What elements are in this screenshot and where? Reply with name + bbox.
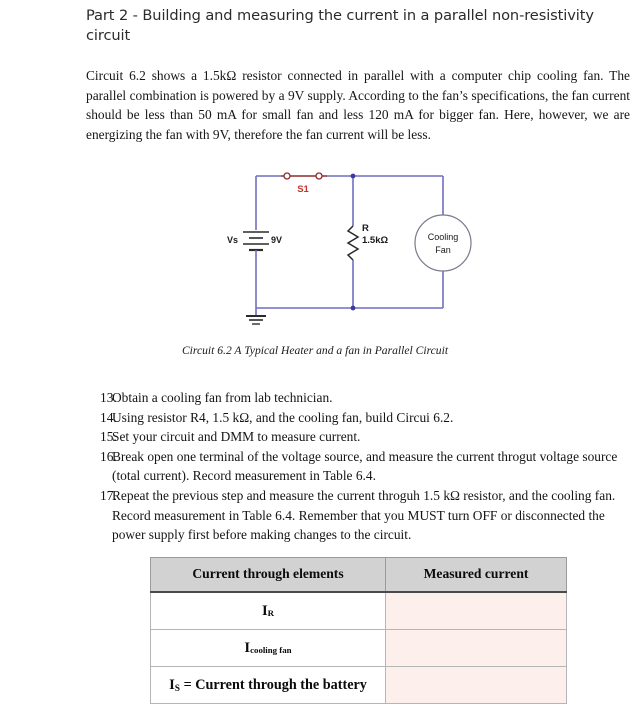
current-symbol: I bbox=[261, 602, 268, 619]
current-subscript: S bbox=[174, 683, 181, 694]
ground-icon bbox=[246, 308, 266, 324]
intro-paragraph: Circuit 6.2 shows a 1.5kΩ resistor connected in parallel with a computer chip cooling fan. The parallel combination is powered by a 9V supply. According to the fan’s specifications, the fan current should be less than 50 mA for small fan and less 120 mA for bigger fan. Here, however, we are energizing the fan with 9V, therefore the fan current will be less. bbox=[86, 68, 630, 142]
step-number: 15. bbox=[100, 429, 117, 445]
switch-label: S1 bbox=[297, 184, 309, 195]
cooling-fan-label-line1: Cooling bbox=[427, 232, 459, 242]
source-label: Vs bbox=[226, 235, 238, 245]
current-suffix: = Current through the battery bbox=[180, 676, 367, 693]
table-row bbox=[151, 592, 567, 630]
step-number: 16. bbox=[100, 448, 117, 464]
cooling-fan-symbol bbox=[415, 215, 471, 271]
list-item bbox=[86, 447, 630, 486]
resistor-zigzag bbox=[348, 226, 358, 260]
table-row bbox=[151, 630, 567, 667]
list-item bbox=[86, 408, 630, 428]
switch-terminal-right bbox=[316, 173, 322, 179]
step-text: Repeat the previous step and measure the current throguh 1.5 kΩ resistor, and the cooling fan. Record measurement in Table 6.4. Remember that you MUST turn OFF or disconnected the power supply first before making changes to the circuit. bbox=[112, 487, 616, 543]
figure-caption: Circuit 6.2 A Typical Heater and a fan in Parallel Circuit bbox=[181, 344, 449, 357]
page-title: Part 2 - Building and measuring the current in a parallel non-resistivity circuit bbox=[86, 7, 594, 44]
column-header-elements: Current through elements bbox=[151, 558, 386, 593]
table-header-row bbox=[151, 558, 567, 593]
step-text: Break open one terminal of the voltage source, and measure the current throgut voltage source (total current). Record measurement in Table 6.4. bbox=[112, 448, 618, 484]
junction-top bbox=[351, 174, 356, 179]
step-text: Obtain a cooling fan from lab technician. bbox=[112, 390, 333, 405]
junction-bottom bbox=[351, 306, 356, 311]
column-header-measured: Measured current bbox=[386, 558, 567, 593]
step-number: 14. bbox=[100, 409, 117, 425]
switch-terminal-left bbox=[284, 173, 290, 179]
circuit-figure bbox=[0, 160, 630, 375]
list-item bbox=[86, 427, 630, 447]
current-subscript: R bbox=[267, 608, 275, 619]
source-value-label: 9V bbox=[271, 235, 283, 245]
row-label-ir bbox=[151, 592, 386, 630]
step-number: 17. bbox=[100, 487, 117, 503]
step-text: Using resistor R4, 1.5 kΩ, and the cooling fan, build Circui 6.2. bbox=[112, 409, 454, 425]
row-label-icoolingfan bbox=[151, 630, 386, 667]
row-label-is bbox=[151, 667, 386, 704]
step-text: Set your circuit and DMM to measure current. bbox=[112, 429, 361, 445]
measurement-table bbox=[150, 557, 567, 704]
current-subscript: cooling fan bbox=[250, 645, 292, 656]
measured-current-icoolingfan[interactable] bbox=[386, 630, 567, 667]
resistor-value-label: 1.5kΩ bbox=[362, 235, 389, 246]
measured-current-ir[interactable] bbox=[386, 592, 567, 630]
list-item bbox=[86, 388, 630, 408]
table-row bbox=[151, 667, 567, 704]
measurement-table-wrapper bbox=[150, 557, 566, 704]
cooling-fan-label-line2: Fan bbox=[435, 245, 451, 255]
measured-current-is[interactable] bbox=[386, 667, 567, 704]
current-symbol: I bbox=[169, 676, 175, 693]
list-item bbox=[86, 486, 630, 545]
procedure-steps bbox=[86, 388, 630, 545]
resistor-label: R bbox=[362, 223, 369, 234]
current-symbol: I bbox=[244, 639, 251, 656]
step-number: 13. bbox=[100, 390, 117, 405]
